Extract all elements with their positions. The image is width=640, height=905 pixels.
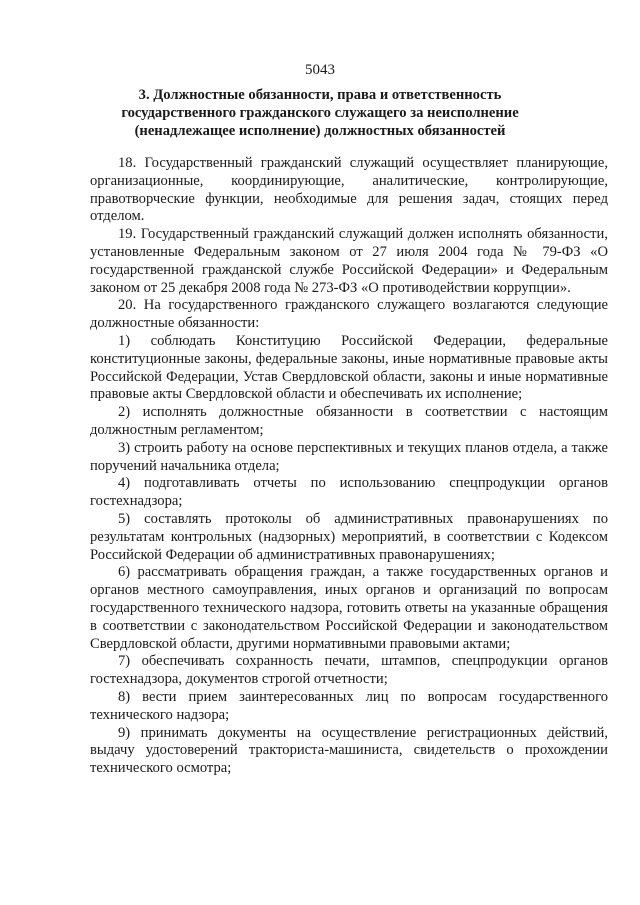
page-number: 5043 — [305, 62, 335, 78]
duty-item-2: 2) исполнять должностные обязанности в соответствии с настоящим должностным регламентом; — [90, 404, 608, 438]
duty-item-9: 9) принимать документы на осуществление регистрационных действий, выдачу удостоверений тракториста-машиниста, свидетельств о прохождении технического осмотра; — [90, 724, 608, 777]
duty-item-8: 8) вести прием заинтересованных лиц по вопросам государственного технического надзора; — [90, 688, 608, 723]
duty-item-3: 3) строить работу на основе перспективных и текущих планов отдела, а также поручений начальника отдела; — [90, 439, 608, 474]
duty-item-7: 7) обеспечивать сохранность печати, штампов, спецпродукции органов гостехнадзора, документов строгой отчетности; — [90, 653, 608, 688]
section-heading — [90, 86, 550, 140]
duty-item-1: 1) соблюдать Конституцию Российской Федерации, федеральные конституционные законы, федеральные законы, иные нормативные правовые акты Российской Федерации, Устав Свердловской области, законы и иные нормативные правовые акты Свердловской области и обеспечивать их исполнение; — [90, 332, 608, 403]
section-heading-line: государственного гражданского служащего за неисполнение — [121, 105, 519, 121]
document-body — [90, 155, 608, 778]
section-heading-line: (ненадлежащее исполнение) должностных обязанностей — [134, 123, 506, 139]
paragraph-18: 18. Государственный гражданский служащий осуществляет планирующие, организационные, координирующие, аналитические, контролирующие, правотворческие функции, необходимые для решения задач, стоящих перед отделом. — [90, 155, 608, 225]
paragraph-20: 20. На государственного гражданского служащего возлагаются следующие должностные обязанности: — [90, 297, 608, 332]
duty-item-5: 5) составлять протоколы об административных правонарушениях по результатам контрольных (надзорных) мероприятий, в соответствии с Кодексом Российской Федерации об административных правонарушениях; — [90, 510, 608, 563]
section-heading-line: 3. Должностные обязанности, права и ответственность — [138, 87, 502, 103]
duty-item-4: 4) подготавливать отчеты по использованию спецпродукции органов гостехнадзора; — [90, 475, 608, 510]
paragraph-19: 19. Государственный гражданский служащий должен исполнять обязанности, установленные Федеральным законом от 27 июля 2004 года № 79-ФЗ «О государственной гражданской службе Российской Федерации» и Федеральным законом от 25 декабря 2008 года № 273-ФЗ «О противодействии коррупции». — [90, 226, 608, 296]
duty-item-6: 6) рассматривать обращения граждан, а также государственных органов и органов местного самоуправления, иных органов и организаций по вопросам государственного технического надзора, готовить ответы на указанные обращения в соответствии с законодательством Российской Федерации и законодательством Свердловской области, другими нормативными правовыми актами; — [90, 564, 608, 652]
